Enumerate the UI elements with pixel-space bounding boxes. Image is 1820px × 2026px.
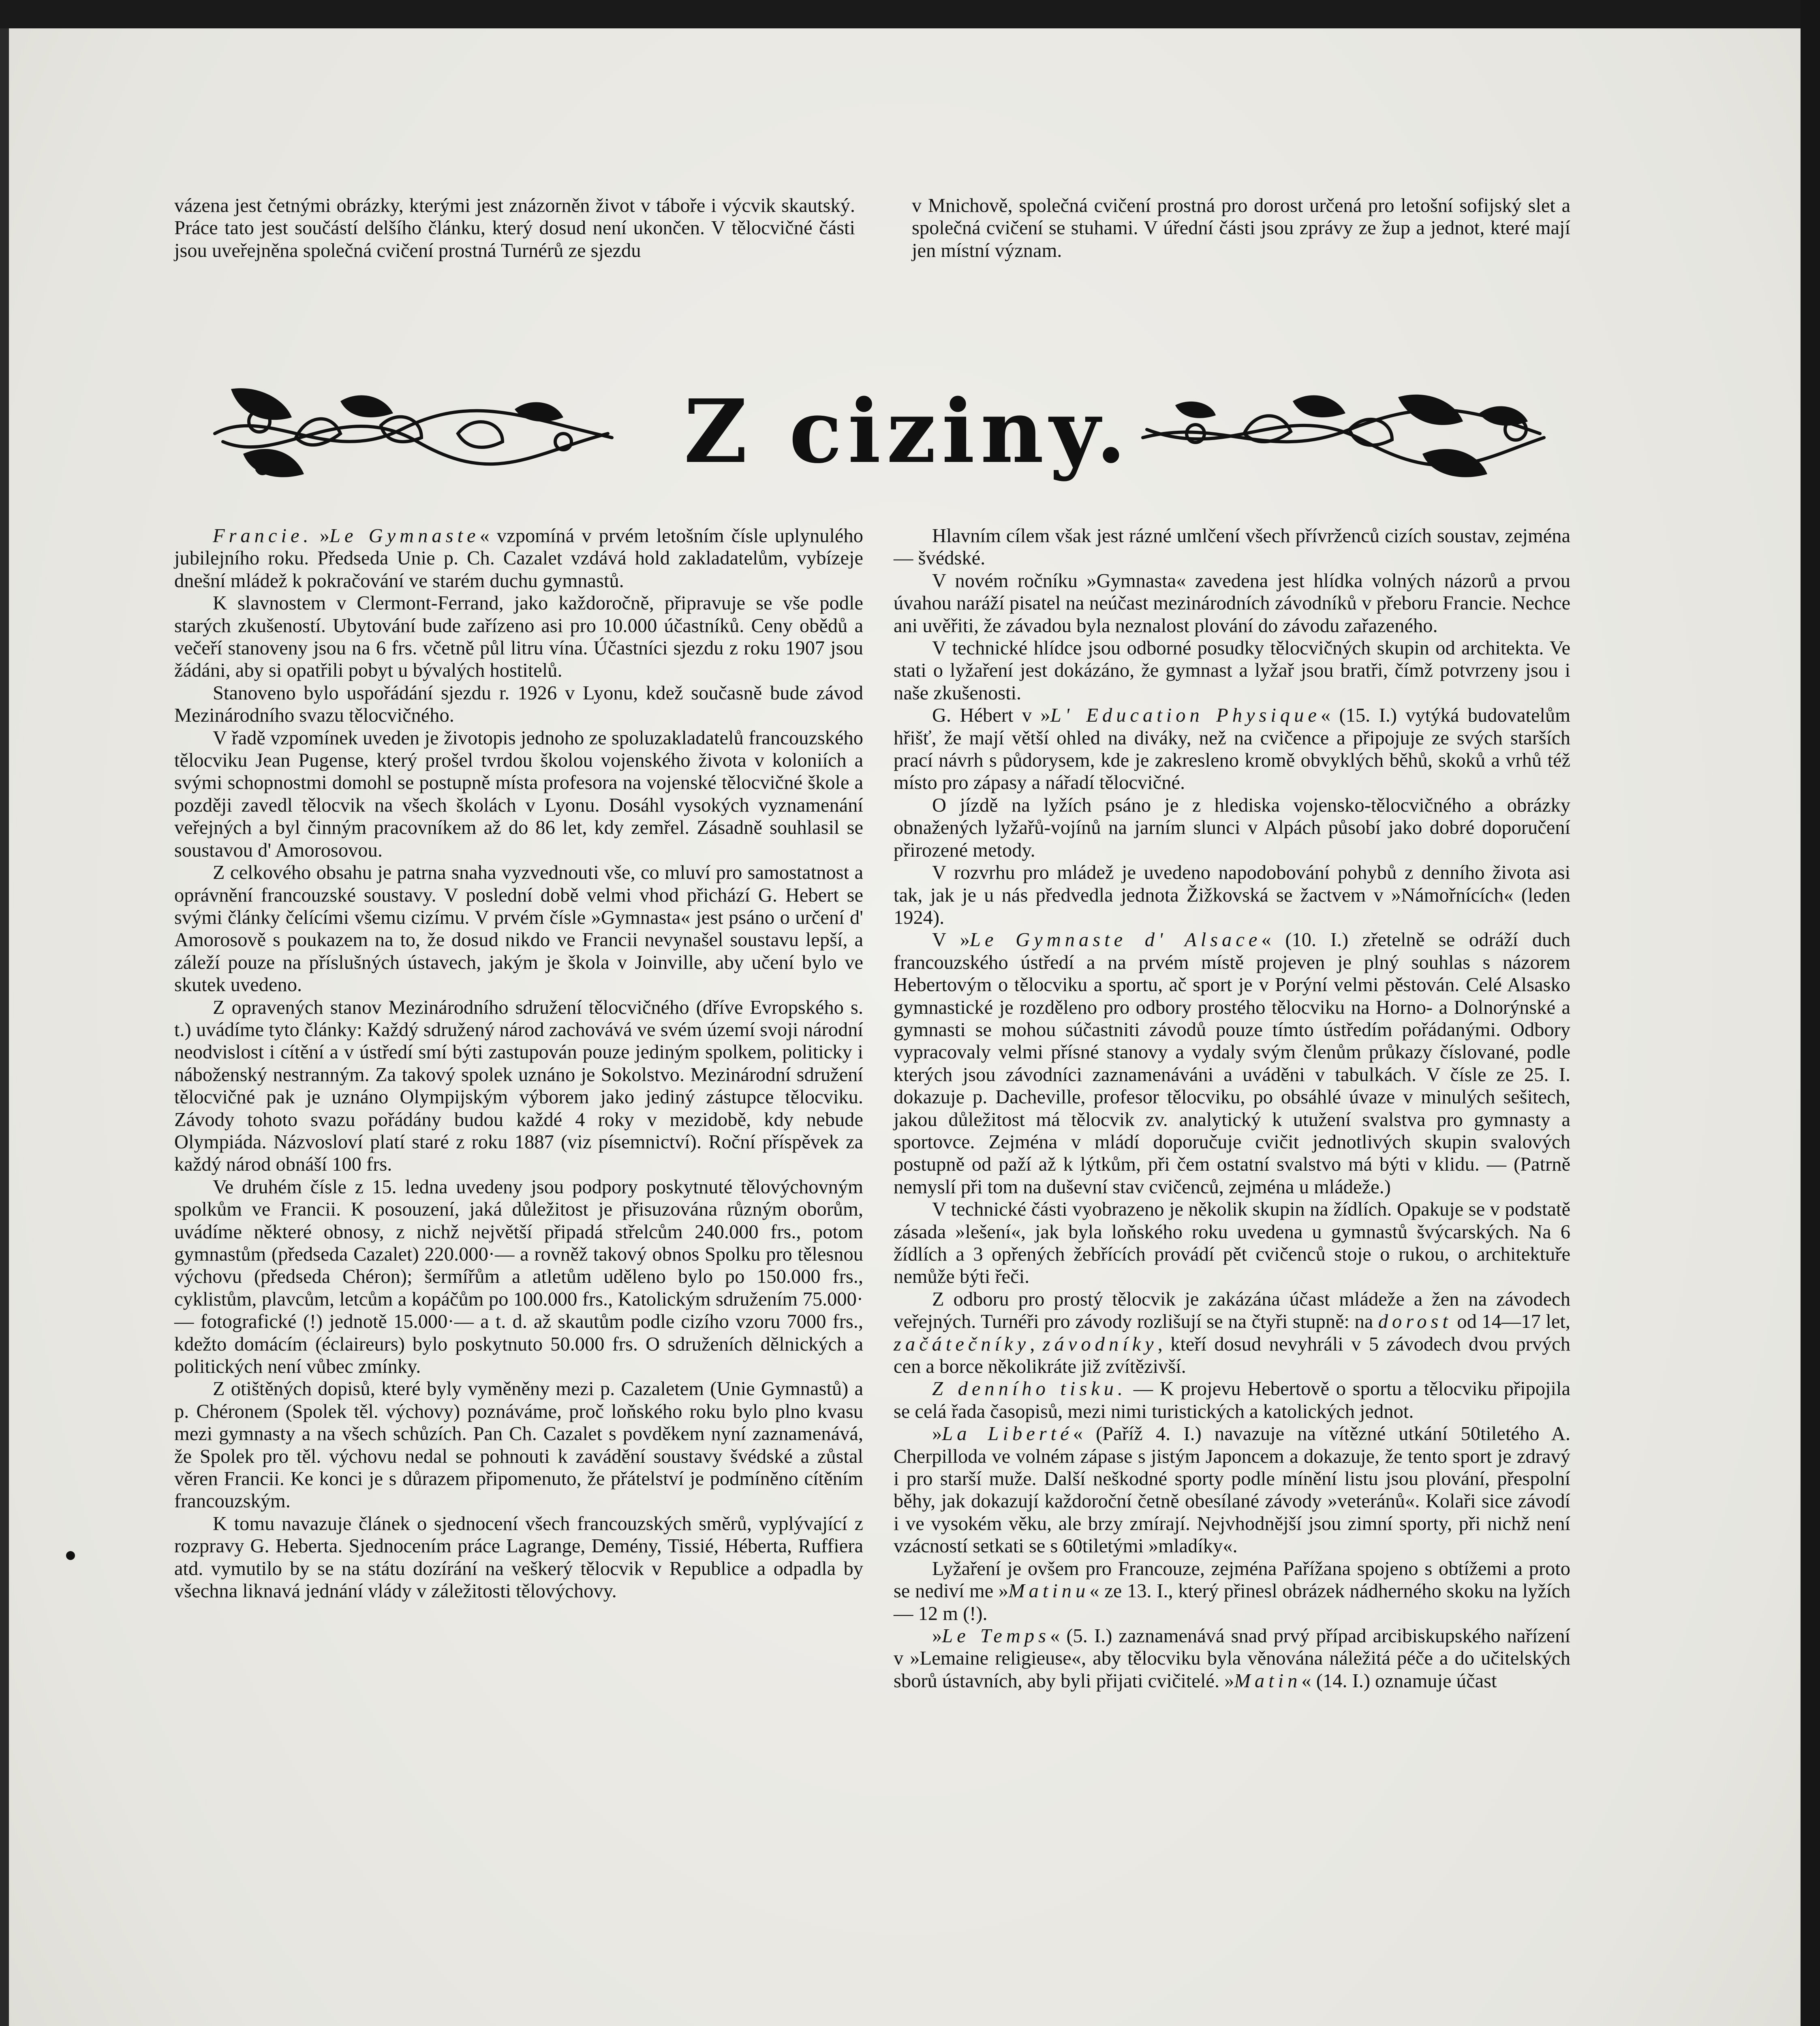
scan-border-right xyxy=(1801,0,1820,2026)
magazine-name: Le Gymnaste d' Alsace xyxy=(970,929,1262,951)
paragraph-alsace: V »Le Gymnaste d' Alsace« (10. I.) zřetelně se odráží duch francouzského ústředí a na prvém místě projeven je plný souhlas s názorem Hebertovým o tělocviku a sportu, ač sport je v Porýní velmi pěstován. Celé Alsasko gymnastické je rozděleno pro odbory prostého tělocviku na Horno- a Dolnorýnské a gymnasti se mohou súčastniti závodů pouze tímto ústředím pořádanými. Odbory vypracovaly velmi přísné stanovy a vydaly svým členům průkazy číslované, podle kterých jsou závodníci zaznamenáváni a uváděni v tabulkách. V čísle ze 25. I. dokazuje p. Dacheville, profesor tělocviku, po obsáhlé úvaze v minulých sešitech, jakou důležitost má tělocvik zv. analytický k utužení svalstva pro gymnasty a sportovce. Zejména v mládí doporučuje cvičit jednotlivých skupin svalových postupně od paží až k lýtkům, při čem ostatní svalstvo má býti v klidu. — (Patrně nemyslí při tom na duševní stav cvičenců, zejména u mládeže.) xyxy=(894,929,1571,1198)
paragraph: V řadě vzpomínek uveden je životopis jednoho ze spoluzakladatelů francouzského tělocviku Jean Pugense, který prošel tvrdou školou vojenského života v koloniích a svými schopnostmi domohl se postupně místa profesora na vojenské tělocvičné škole a později zavedl tělocvik na všech školách v Lyonu. Dosáhl vysokých vyznamenání veřejných a byl činným pracovníkem až do 86 let, kdy zemřel. Zásadně souhlasil se soustavou d' Amorosovou. xyxy=(174,727,863,861)
magazine-name: La Liberté xyxy=(942,1423,1073,1445)
magazine-name: Matinu xyxy=(1008,1580,1090,1602)
paragraph: K slavnostem v Clermont-Ferrand, jako každoročně, připravuje se vše podle starých zkušeností. Ubytování bude zařízeno asi pro 10.000 účastníků. Ceny obědů a večeří stanoveny jsou na 6 frs. včetně půl litru vína. Účastníci sjezdu z roku 1907 jsou žádáni, aby si opatřili pobyt u bývalých hostitelů. xyxy=(174,592,863,682)
paragraph-francie: Francie. »Le Gymnaste« vzpomíná v prvém letošním čísle uplynulého jubilejního roku. Předseda Unie p. Ch. Cazalet vzdává hold zakladatelům, vybízeje dnešní mládež k pokračování ve starém duchu gymnastů. xyxy=(174,525,864,592)
paragraph: Z celkového obsahu je patrna snaha vyzvednouti vše, co mluví pro samostatnost a oprávnění francouzské soustavy. V poslední době velmi vhod přichází G. Hebert se svými články čelícími všemu cizímu. V prvém čísle »Gymnasta« jest psáno o určení d' Amorosově s poukazem na to, že dosud nikdo ve Francii nevynašel soustavu lepší, a záleží pouze na příslušných ústavech, jakým je škola v Joinville, aby učení bylo ve skutek uvedeno. xyxy=(174,862,863,996)
right-vine-ornament xyxy=(1139,373,1548,494)
paragraph: V rozvrhu pro mládež je uvedeno napodobování pohybů z denního života asi tak, jak je u nás předvedla jednota Žižkovská se žactvem v »Námořnících« (leden 1924). xyxy=(894,862,1570,928)
paragraph: V technické části vyobrazeno je několik skupin na žídlích. Opakuje se v podstatě zásada »lešení«, jak byla loňského roku uvedena u gymnastů švýcarských. Na 6 žídlích a 3 opřených žebřících provádí pět cvičenců stoje o rukou, o architektuře nemůže býti řeči. xyxy=(894,1199,1570,1288)
paragraph-denni-tisk: Z denního tisku. — K projevu Hebertově o sportu a tělocviku připojila se celá řada časopisů, mezi nimi turistických a katolických jednot. xyxy=(894,1378,1571,1422)
top-right-paragraph: v Mnichově, společná cvičení prostná pro dorost určená pro letošní sofijský slet a společná cvičení se stuhami. V úřední části jsou zprávy ze žup a jednot, které mají jen místní význam. xyxy=(912,195,1570,261)
paragraph: Ve druhém čísle z 15. ledna uvedeny jsou podpory poskytnuté tělovýchovným spolkům ve Francii. K posouzení, jaká důležitost je přisuzována různým oborům, uvádíme některé obnosy, z nichž největší připadá střelcům 240.000 frs., potom gymnastům (předseda Cazalet) 220.000·— a rovněž takový obnos Spolku pro tělesnou výchovu (předseda Chéron); šermířům a atletům uděleno bylo po 150.000 frs., cyklistům, plavcům, letcům a kopáčům po 100.000 frs., Katolickým sdružením 75.000·— fotografické (!) jednotě 15.000·— a t. d. až skautům podle cizího vzoru 7000 frs., kdežto domácím (éclaireurs) bylo poskytnuto 50.000 frs. O sdruženích dělnických a politických není vůbec zmínky. xyxy=(174,1176,863,1378)
top-left-paragraph: vázena jest četnými obrázky, kterými jest znázorněn život v táboře i výcvik skautský. Práce tato jest součástí delšího článku, který dosud není ukončen. V tělocvičné části jsou uveřejněna společná cvičení prostná Turnérů ze sjezdu xyxy=(174,195,855,261)
paragraph: K tomu navazuje článek o sjednocení všech francouzských směrů, vyplývající z rozpravy G. Heberta. Sjednocením práce Lagrange, Demény, Tissié, Héberta, Ruffiera atd. vymutilo by se na státu dozírání na veškerý tělocvik v Republice a odpadla by všechna liknavá jednání vlády v záležitosti tělovýchovy. xyxy=(174,1513,863,1602)
right-column xyxy=(894,525,1570,1692)
paragraph-odbor: Z odboru pro prostý tělocvik je zakázána účast mládeže a žen na závodech veřejných. Turnéři pro závody rozlišují se na čtyři stupně: na dorost od 14—17 let, začátečníky, závodníky, kteří dosud nevyhráli v 5 závodech dvou prvých cen a borce několikráte již zvítězivší. xyxy=(894,1288,1570,1378)
scan-border-top xyxy=(0,0,1820,28)
scan-border-left xyxy=(0,0,9,2026)
section-title: Z ciziny. xyxy=(684,380,1132,483)
paragraph: O jízdě na lyžích psáno je z hlediska vojensko-tělocvičného a obrázky obnažených lyžařů-vojínů na jarním slunci v Alpách působí jako dobré doporučení přirozené metody. xyxy=(894,794,1570,861)
left-vine-ornament xyxy=(207,373,616,494)
paragraph: Z opravených stanov Mezinárodního sdružení tělocvičného (dříve Evropského s. t.) uvádíme tyto články: Každý sdružený národ zachovává ve svém území svoji národní neodvislost i cítění a v ústředí smí býti zastupován pouze jediným spolkem, politicky i náboženský nestranným. Za takový spolek uznáno je Sokolstvo. Mezinárodní sdružení tělocvičné pak je uznáno Olympijským výborem jako jediný zástupce tělocviku. Závody tohoto svazu pořádány budou každé 4 roky v mezidobě, kdy nebude Olympiáda. Názvosloví platí staré z roku 1887 (viz písemnictví). Roční příspěvek za každý národ obnáší 100 frs. xyxy=(174,996,863,1175)
paragraph-liberte: »La Liberté« (Paříž 4. I.) navazuje na vítězné utkání 50tiletého A. Cherpilloda ve volném zápase s jistým Japoncem a dokazuje, že tento sport je zdravý i pro starší muže. Další neškodné sporty podle mínění listu jsou plování, přespolní běhy, jak dokazují každoroční četně obesílané závody »veteránů«. Kolaři sice závodí i ve vysokém věku, ale brzy zmírají. Nejvhodnější jsou zimní sporty, při nichž není vzácností setkati se s 60tiletými »mladíky«. xyxy=(894,1423,1570,1557)
top-right-column xyxy=(912,194,1570,262)
margin-mark xyxy=(66,1551,75,1560)
magazine-name: Le Gymnaste xyxy=(329,525,480,547)
country-heading: Francie. xyxy=(213,525,312,547)
paragraph-lyzareni: Lyžaření je ovšem pro Francouze, zejména Pařížana spojeno s obtížemi a proto se nediví me »Matinu« ze 13. I., který přinesl obrázek nádherného skoku na lyžích — 12 m (!). xyxy=(894,1558,1570,1624)
subheading: Z denního tisku. xyxy=(932,1378,1127,1400)
magazine-name: L' Education Physique xyxy=(1050,705,1321,727)
top-left-column xyxy=(174,194,855,262)
paragraph: Z otištěných dopisů, které byly vyměněny mezi p. Cazaletem (Unie Gymnastů) a p. Chéronem (Spolek těl. výchovy) poznáváme, proč loňského roku bylo plno kvasu mezi gymnasty a na všech schůzích. Pan Ch. Cazalet s povděkem nyní zaznamenává, že Spolek pro těl. výchovu nedal se pohnouti k zavádění soustavy švédské a zůstal věren Francii. Ke konci je s důrazem připomenuto, že přátelství je podmíněno cítěním francouzským. xyxy=(174,1378,863,1512)
paragraph: Stanoveno bylo uspořádání sjezdu r. 1926 v Lyonu, kdež současně bude závod Mezinárodního svazu tělocvičného. xyxy=(174,682,863,727)
magazine-name: Matin xyxy=(1234,1670,1302,1692)
paragraph: V technické hlídce jsou odborné posudky tělocvičných skupin od architekta. Ve stati o lyžaření jest dokázáno, že gymnast a lyžař jsou bratři, čímž potvrzeny jsou i naše zkušenosti. xyxy=(894,637,1570,704)
section-header xyxy=(207,373,1544,494)
paragraph-hebert: G. Hébert v »L' Education Physique« (15. I.) vytýká budovatelům hřišť, že mají větší ohled na diváky, než na cvičence a připojuje ze svých starších prací návrh s půdorysem, kde je zakresleno kromě obvyklých běhů, skoků a vrhů též místo pro zápasy a nářadí tělocvičné. xyxy=(894,705,1571,794)
left-column xyxy=(174,525,863,1603)
magazine-name: Le Temps xyxy=(942,1625,1050,1647)
paragraph: Hlavním cílem však jest rázné umlčení všech přívrženců cizích soustav, zejména — švédské. xyxy=(894,525,1570,569)
paragraph-temps: »Le Temps« (5. I.) zaznamenává snad prvý případ arcibiskupského nařízení v »Lemaine religieuse«, aby tělocviku byla věnována náležitá péče a do učitelských sborů ústavních, aby byli přijati cvičitelé. »Matin« (14. I.) oznamuje účast xyxy=(894,1625,1570,1692)
paragraph: V novém ročníku »Gymnasta« zavedena jest hlídka volných názorů a prvou úvahou naráží pisatel na neúčast mezinárodních závodníků v přeboru Francie. Nechce ani uvěřiti, že závadou byla neznalost plování do závodu zařazeného. xyxy=(894,570,1570,637)
